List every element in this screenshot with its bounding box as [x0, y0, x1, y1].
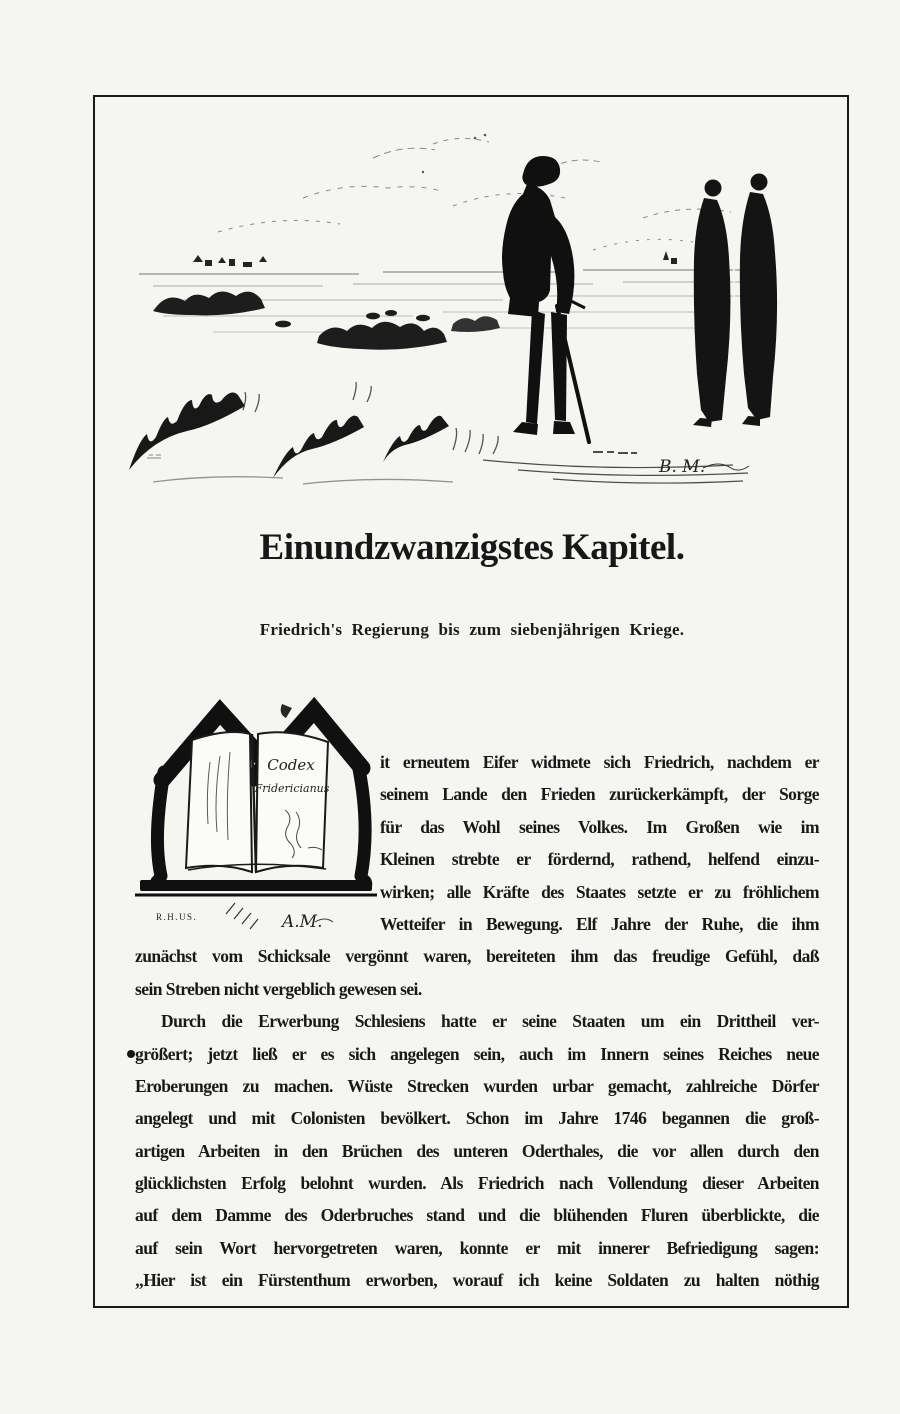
- companions-figures: [693, 174, 777, 428]
- chapter-heading: Einundzwanzigstes Kapitel.: [259, 527, 685, 568]
- chapter-subtitle: Friedrich's Regierung bis zum siebenjährigen Kriege.: [259, 620, 685, 639]
- text-line: Durch die Erwerbung Schlesiens hatte er seine Staaten um ein Drittheil ver-: [161, 1011, 819, 1032]
- initial-engraver-signature: R.H.US.: [156, 912, 198, 922]
- initial-artist-monogram: A.M.: [282, 912, 323, 932]
- companion2-body: [740, 192, 777, 420]
- text-line: für das Wohl seines Volkes. Im Großen wie im: [380, 816, 819, 837]
- ground-path: [483, 452, 748, 483]
- text-line: glücklichsten Erfolg belohnt wurden. Als Friedrich nach Vollendung dieser Arbeiten: [135, 1173, 819, 1194]
- figure-front-leg: [526, 310, 545, 424]
- vignette-engraving: [123, 110, 795, 488]
- text-line: angelegt und mit Colonisten bevölkert. Schon im Jahre 1746 begannen die groß-: [135, 1108, 819, 1129]
- text-line: artigen Arbeiten in den Brüchen des unteren Oderthales, die vor allen durch den: [135, 1140, 819, 1161]
- companion1-feet: [693, 418, 712, 427]
- text-line: [135, 1039, 819, 1071]
- ink-spot-artifact: [127, 1050, 135, 1058]
- companion2-head: [751, 174, 768, 191]
- chapter-vignette-illustration: [123, 110, 795, 488]
- companion2-feet: [742, 416, 760, 426]
- text-line: Wetteifer in Bewegung. Elf Jahre der Ruhe, die ihm: [380, 913, 819, 934]
- companion1-body: [694, 198, 731, 422]
- text-line: zunächst vom Schicksale vergönnt waren, bereiteten ihm das freudige Gefühl, daß: [135, 946, 819, 967]
- text-line: auf sein Wort hervorgetreten waren, konnte er mit innerer Befriedigung sagen:: [135, 1237, 819, 1258]
- text-line: auf dem Damme des Oderbruches stand und die blühenden Fluren überblickte, die: [135, 1205, 819, 1226]
- companion1-head: [705, 180, 722, 197]
- text-line: sein Streben nicht vergeblich gewesen sei.: [135, 978, 422, 999]
- grass-foreground: [129, 393, 449, 478]
- text-line: Eroberungen zu machen. Wüste Strecken wurden urbar gemacht, zahlreiche Dörfer: [135, 1075, 819, 1096]
- codex-title-line1: Codex: [267, 756, 315, 774]
- codex-title-line2: Fridericianus: [254, 782, 330, 795]
- body-text: [135, 747, 819, 1298]
- distant-village: [193, 251, 677, 267]
- text-line: it erneutem Eifer widmete sich Friedrich, nachdem er: [380, 752, 819, 772]
- engraver-mark: [147, 455, 161, 458]
- frederick-figure: [502, 156, 589, 442]
- figure-boot-back: [553, 421, 575, 434]
- figure-boot-front: [513, 422, 538, 435]
- text-line: Kleinen strebte er fördernd, rathend, helfend einzu-: [380, 849, 819, 870]
- text-line-content: größert; jetzt ließ er es sich angelegen sein, auch im Innern seines Reiches neue: [135, 1043, 819, 1064]
- text-line: seinem Lande den Frieden zurückerkämpft, der Sorge: [380, 784, 819, 805]
- figure-back-leg: [551, 312, 567, 421]
- text-line: „Hier ist ein Fürstenthum erworben, worauf ich keine Soldaten zu halten nöthig: [135, 1270, 819, 1291]
- text-line: wirken; alle Kräfte des Staates setzte er zu fröhlichem: [380, 881, 819, 902]
- vignette-signature: B. M.: [659, 457, 706, 477]
- tricorn-hat: [522, 156, 560, 187]
